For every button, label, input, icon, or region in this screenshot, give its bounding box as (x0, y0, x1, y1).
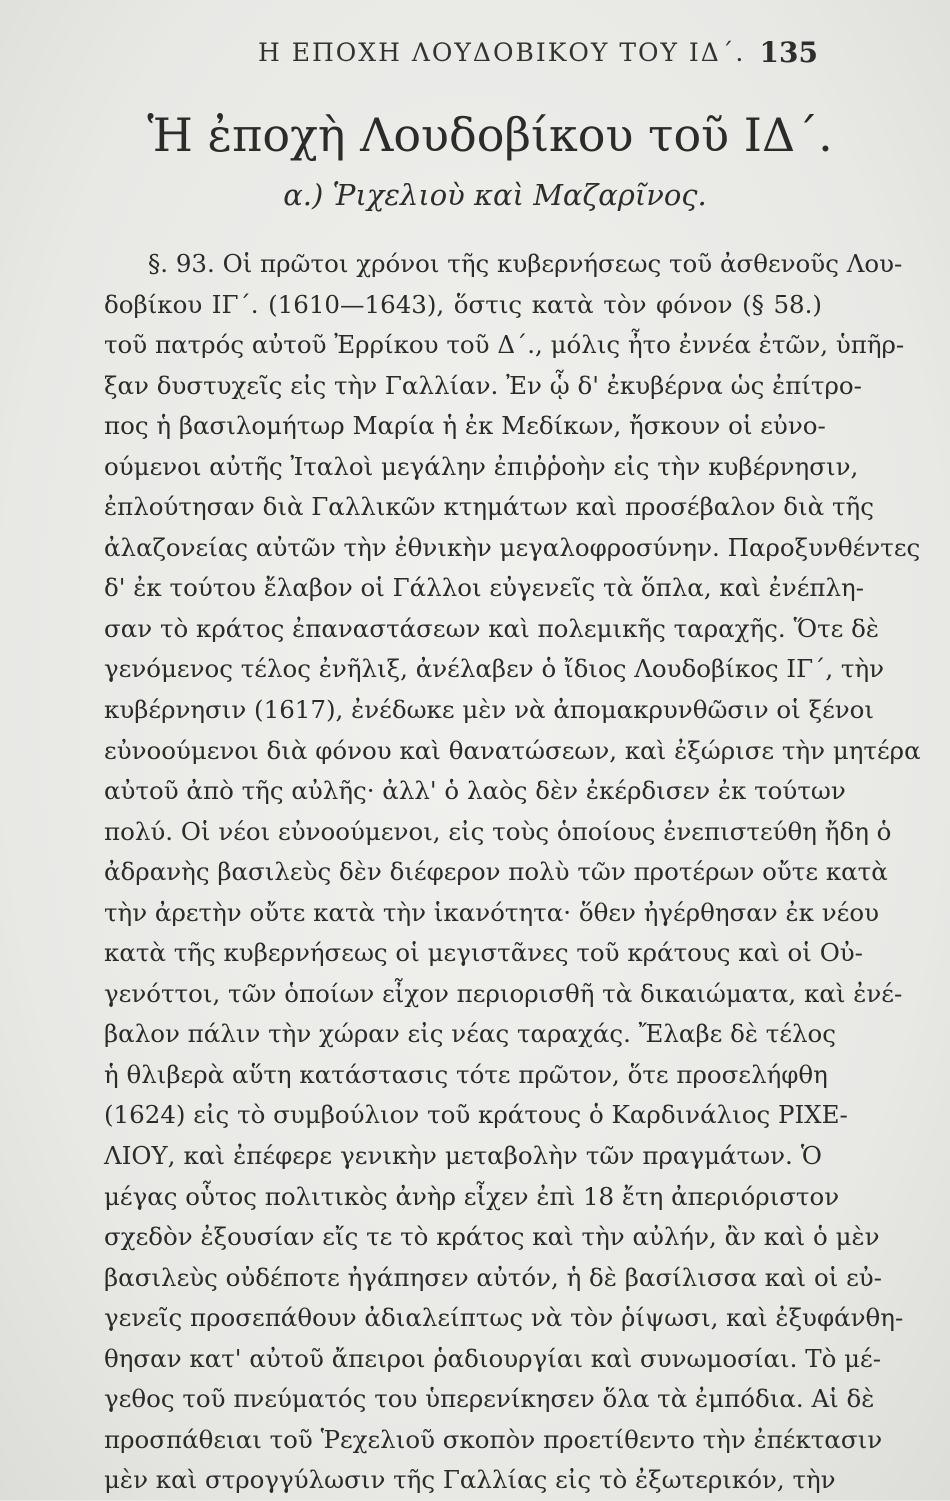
text-line: σαν τὸ κράτος ἐπαναστάσεων καὶ πολεμικῆς ταραχῆς. Ὅτε δὲ (104, 613, 880, 643)
text-line: πος ἡ βασιλομήτωρ Μαρία ἡ ἐκ Μεδίκων, ἤσκουν οἱ εὐνο- (104, 411, 826, 441)
text-line: μέγας οὗτος πολιτικὸς ἀνὴρ εἶχεν ἐπὶ 18 ἔτη ἀπεριόριστον (104, 1181, 840, 1211)
text-line: τοῦ πατρός αὐτοῦ Ἐρρίκου τοῦ Δ΄., μόλις ἦτο ἐννέα ἐτῶν, ὑπῆρ- (104, 330, 905, 360)
text-line: γενόττοι, τῶν ὁποίων εἶχον περιορισθῆ τὰ δικαιώματα, καὶ ἐνέ- (104, 978, 903, 1008)
text-line: ξαν δυστυχεῖς εἰς τὴν Γαλλίαν. Ἐν ᾧ δ' ἐκυβέρνα ὡς ἐπίτρο- (104, 370, 862, 400)
text-line: γενεῖς προσεπάθουν ἀδιαλείπτως νὰ τὸν ῥίψωσι, καὶ ἐξυφάνθη- (104, 1303, 904, 1333)
text-line: (1624) εἰς τὸ συμβούλιον τοῦ κράτους ὁ Καρδινάλιος ΡΙΧΕ- (104, 1100, 848, 1130)
text-line: βαλον πάλιν τὴν χώραν εἰς νέας ταραχάς. Ἔλαβε δὲ τέλος (104, 1019, 837, 1049)
text-line: ούμενοι αὐτῆς Ἰταλοὶ μεγάλην ἐπιῤῥοὴν εἰς τὴν κυβέρνησιν, (104, 451, 859, 481)
text-line: γεθος τοῦ πνεύματός του ὑπερενίκησεν ὅλα τὰ ἐμπόδια. Αἱ δὲ (104, 1384, 875, 1414)
text-line: μὲν καὶ στρογγύλωσιν τῆς Γαλλίας εἰς τὸ ἐξωτερικόν, τὴν (104, 1465, 836, 1495)
text-line: ἐπλούτησαν διὰ Γαλλικῶν κτημάτων καὶ προσέβαλον διὰ τῆς (104, 492, 874, 522)
running-head (0, 30, 950, 70)
chapter-title: Ἡ ἐποχὴ Λουδοβίκου τοῦ ΙΔ΄. (147, 108, 833, 162)
text-line: ἡ θλιβερὰ αὕτη κατάστασις τότε πρῶτον, ὅτε προσελήφθη (104, 1059, 828, 1089)
section-heading: α.) Ῥιχελιοὺ καὶ Μαζαρῖνος. (283, 178, 707, 212)
text-line: ΛΙΟΥ, καὶ ἐπέφερε γενικὴν μεταβολὴν τῶν πραγμάτων. Ὁ (104, 1141, 822, 1171)
page-number: 135 (759, 36, 818, 69)
text-line: δ' ἐκ τούτου ἔλαβον οἱ Γάλλοι εὐγενεῖς τὰ ὅπλα, καὶ ἐνέπλη- (104, 573, 864, 603)
text-line: βασιλεὺς οὐδέποτε ἠγάπησεν αὐτόν, ἡ δὲ βασίλισσα καὶ οἱ εὐ- (104, 1262, 882, 1292)
text-line: ἀδρανὴς βασιλεὺς δὲν διέφερον πολὺ τῶν προτέρων οὔτε κατὰ (104, 857, 888, 887)
text-line: σχεδὸν ἐξουσίαν εἴς τε τὸ κράτος καὶ τὴν αὐλήν, ἂν καὶ ὁ μὲν (104, 1222, 880, 1252)
body-text (104, 244, 921, 1501)
text-line: τὴν ἀρετὴν οὔτε κατὰ τὴν ἱκανότητα· ὅθεν ἠγέρθησαν ἐκ νέου (104, 897, 879, 927)
text-line: γενόμενος τέλος ἐνῆλιξ, ἀνέλαβεν ὁ ἴδιος Λουδοβίκος ΙΓ΄, τὴν (104, 654, 885, 684)
text-line: κατὰ τῆς κυβερνήσεως οἱ μεγιστᾶνες τοῦ κράτους καὶ οἱ Οὐ- (104, 938, 863, 968)
text-line: εὐνοούμενοι διὰ φόνου καὶ θανατώσεων, καὶ ἐξώρισε τὴν μητέρα (104, 735, 921, 765)
text-line: αὐτοῦ ἀπὸ τῆς αὐλῆς· ἀλλ' ὁ λαὸς δὲν ἐκέρδισεν ἐκ τούτων (104, 776, 846, 806)
text-line: πολύ. Οἱ νέοι εὐνοούμενοι, εἰς τοὺς ὁποίους ἐνεπιστεύθη ἤδη ὁ (104, 816, 892, 846)
text-line: §. 93. Οἱ πρῶτοι χρόνοι τῆς κυβερνήσεως τοῦ ἀσθενοῦς Λου- (148, 249, 903, 278)
text-line: προσπάθειαι τοῦ Ῥεχελιοῦ σκοπὸν προετίθεντο τὴν ἐπέκτασιν (104, 1424, 883, 1454)
running-title: Η ΕΠΟΧΗ ΛΟΥΔΟΒΙΚΟΥ ΤΟΥ ΙΔ΄. (258, 38, 746, 67)
text-line: ἀλαζονείας αὐτῶν τὴν ἐθνικὴν μεγαλοφροσύνην. Παροξυνθέντες (104, 532, 921, 562)
text-line: κυβέρνησιν (1617), ἐνέδωκε μὲν νὰ ἀπομακρυνθῶσιν οἱ ξένοι (104, 695, 875, 725)
text-line: θησαν κατ' αὐτοῦ ἄπειροι ῥαδιουργίαι καὶ συνωμοσίαι. Τὸ μέ- (104, 1343, 882, 1373)
text-line: δοβίκου ΙΓ΄. (1610—1643), ὅστις κατὰ τὸν φόνον (§ 58.) (104, 289, 822, 319)
